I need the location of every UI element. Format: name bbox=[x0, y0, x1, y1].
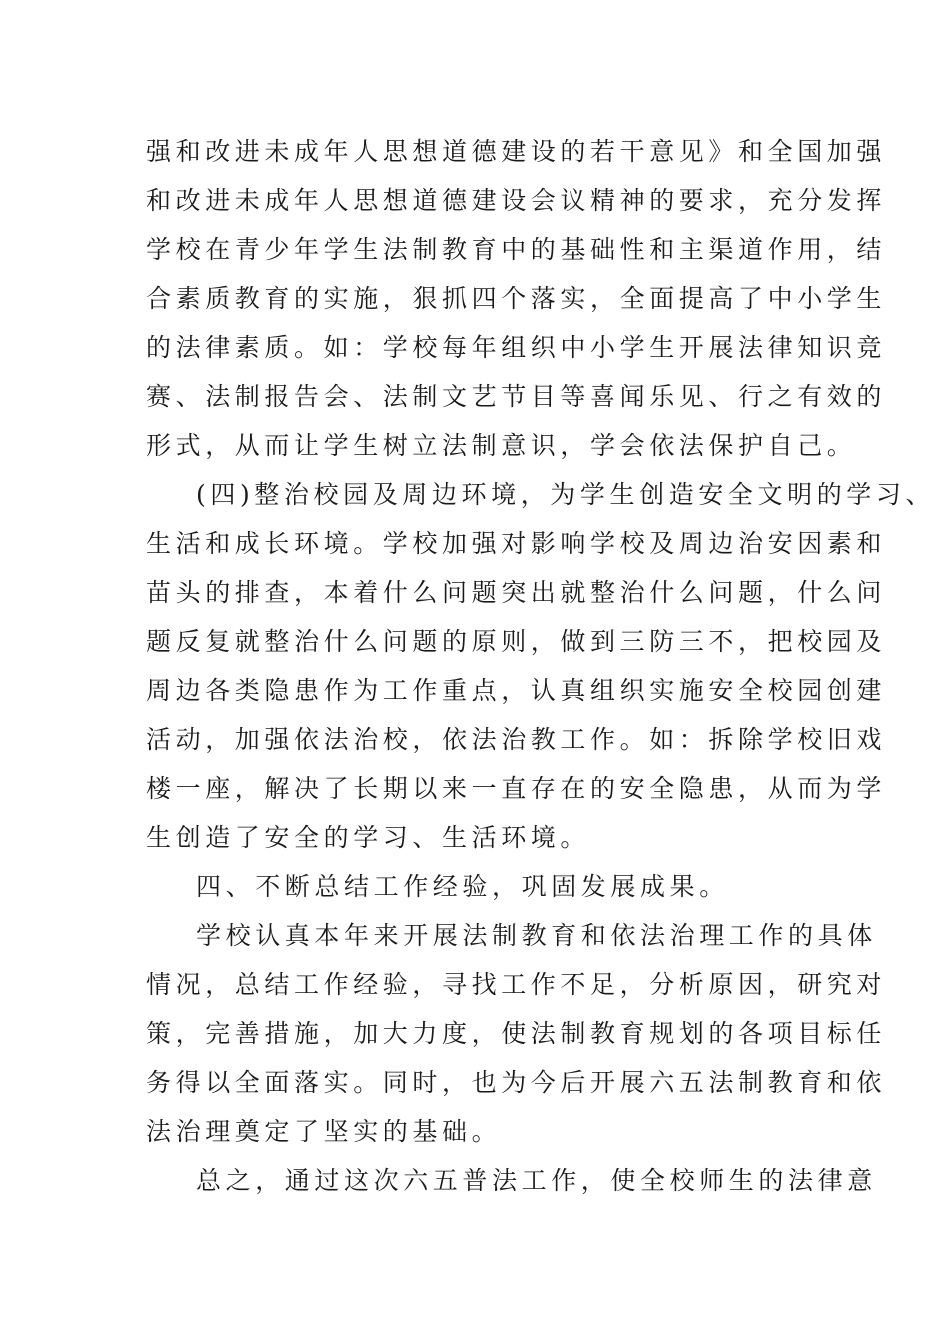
section-heading: 四、不断总结工作经验，巩固发展成果。 bbox=[196, 872, 729, 901]
text-line: 生活和成长环境。学校加强对影响学校及周边治安因素和 bbox=[146, 529, 887, 558]
text-line: 生创造了安全的学习、生活环境。 bbox=[146, 823, 591, 852]
text-line: 法治理奠定了坚实的基础。 bbox=[146, 1117, 502, 1146]
text-line: 策，完善措施，加大力度，使法制教育规划的各项目标任 bbox=[146, 1019, 887, 1048]
text-line: 赛、法制报告会、法制文艺节目等喜闻乐见、行之有效的 bbox=[146, 382, 887, 411]
paragraph-start-line: (四)整治校园及周边环境，为学生创造安全文明的学习、 bbox=[196, 480, 936, 509]
text-line: 情况，总结工作经验，寻找工作不足，分析原因，研究对 bbox=[146, 970, 887, 999]
text-line: 务得以全面落实。同时，也为今后开展六五法制教育和依 bbox=[146, 1068, 887, 1097]
paragraph-start-line: 学校认真本年来开展法制教育和依法治理工作的具体 bbox=[196, 921, 877, 950]
text-line: 楼一座，解决了长期以来一直存在的安全隐患，从而为学 bbox=[146, 774, 887, 803]
paragraph-start-line: 总之，通过这次六五普法工作，使全校师生的法律意 bbox=[196, 1166, 877, 1195]
text-line: 活动，加强依法治校，依法治教工作。如：拆除学校旧戏 bbox=[146, 725, 887, 754]
text-line: 的法律素质。如：学校每年组织中小学生开展法律知识竞 bbox=[146, 333, 887, 362]
text-line: 题反复就整治什么问题的原则，做到三防三不，把校园及 bbox=[146, 627, 887, 656]
text-line: 强和改进未成年人思想道德建设的若干意见》和全国加强 bbox=[146, 137, 887, 166]
text-line: 学校在青少年学生法制教育中的基础性和主渠道作用，结 bbox=[146, 235, 887, 264]
text-line: 形式，从而让学生树立法制意识，学会依法保护自己。 bbox=[146, 431, 857, 460]
text-line: 苗头的排查，本着什么问题突出就整治什么问题，什么问 bbox=[146, 578, 887, 607]
text-line: 周边各类隐患作为工作重点，认真组织实施安全校园创建 bbox=[146, 676, 887, 705]
text-line: 和改进未成年人思想道德建设会议精神的要求，充分发挥 bbox=[146, 186, 887, 215]
text-line: 合素质教育的实施，狠抓四个落实，全面提高了中小学生 bbox=[146, 284, 887, 313]
